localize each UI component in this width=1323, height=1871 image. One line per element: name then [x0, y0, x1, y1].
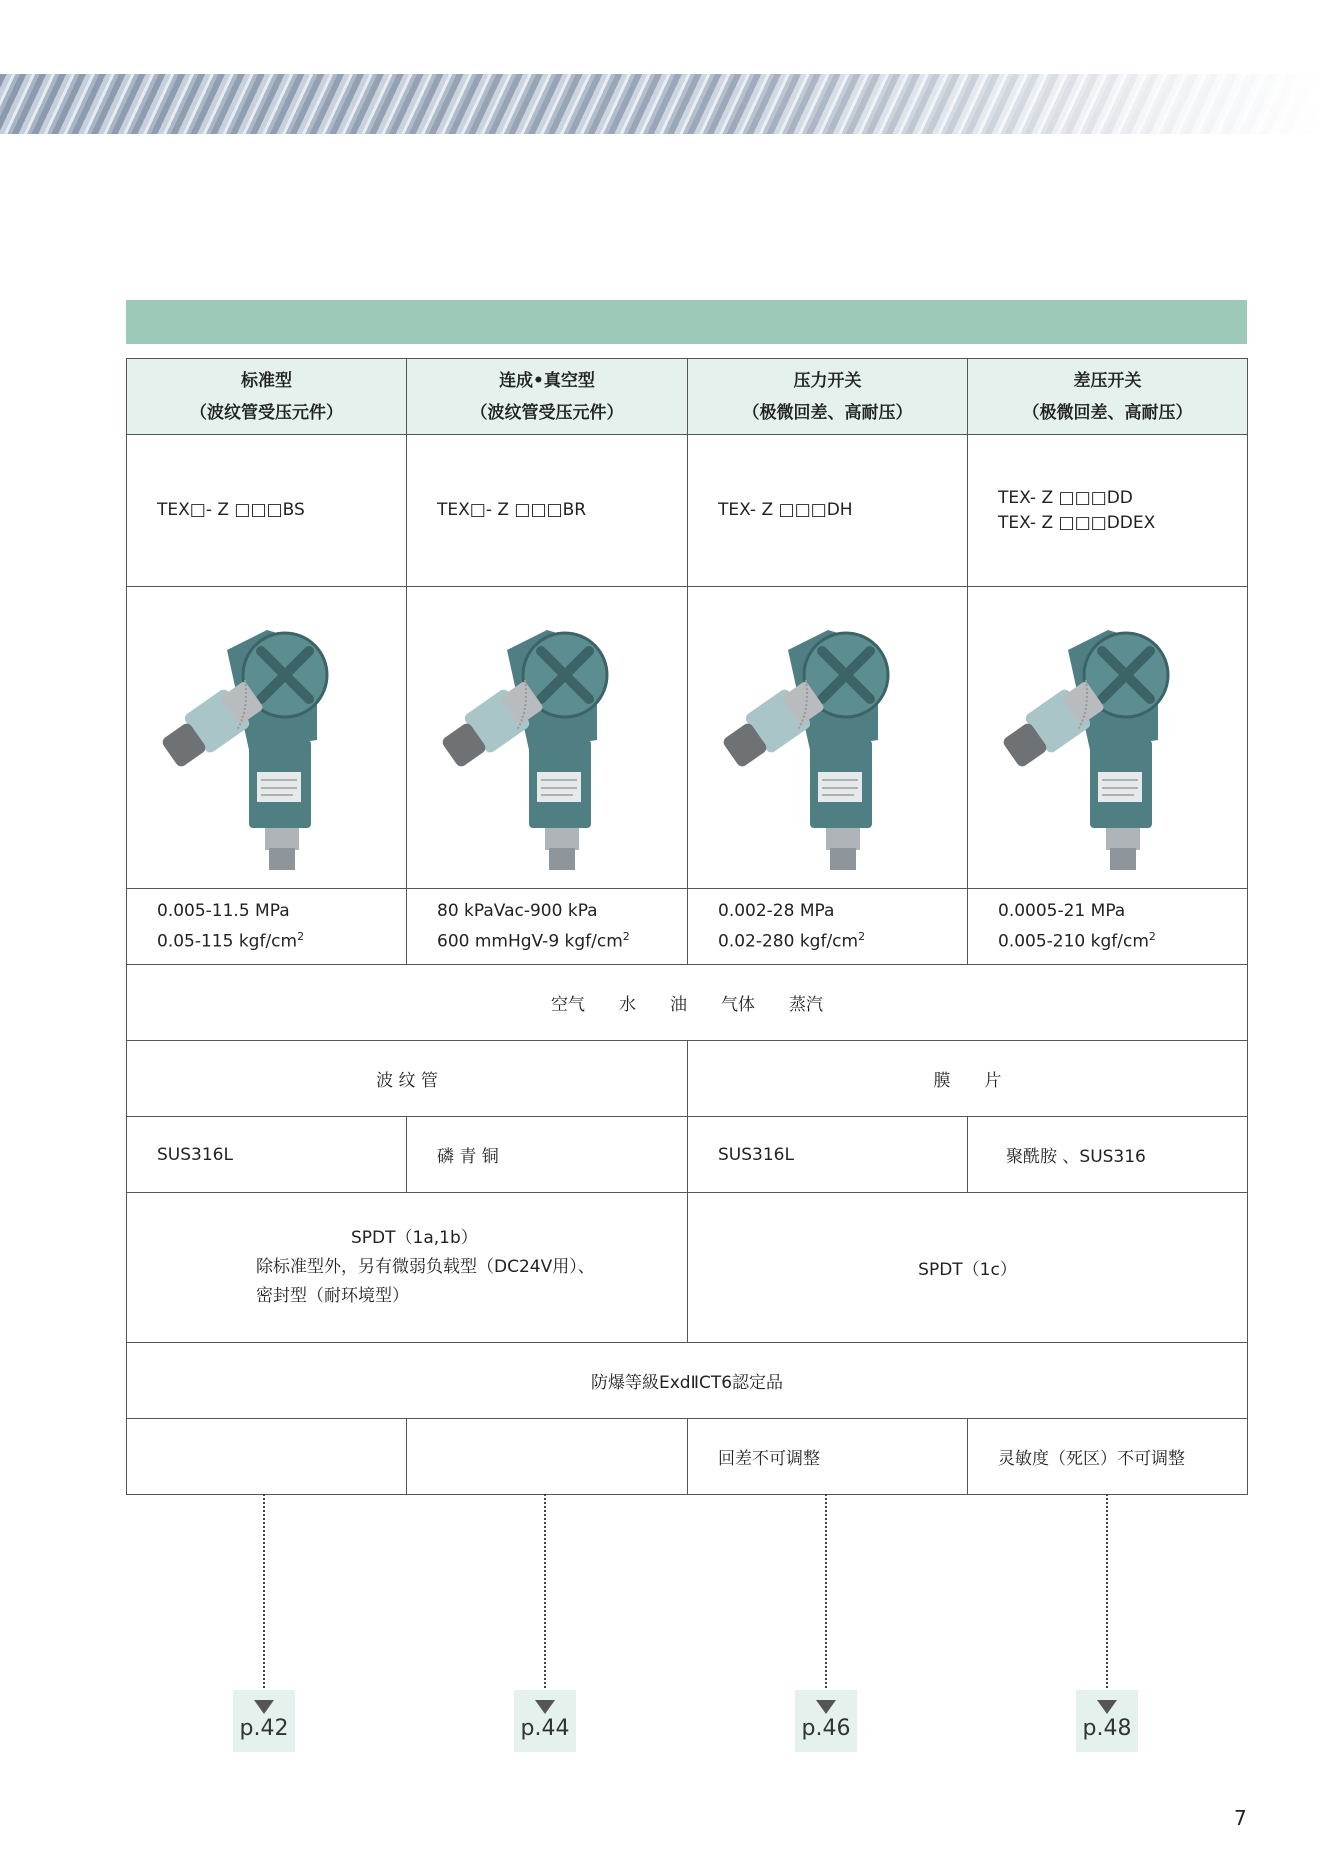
page-link-label: p.46 [801, 1716, 851, 1741]
material-cell: SUS316L [127, 1117, 407, 1193]
material-row [127, 1117, 1248, 1193]
switch-device-image [998, 590, 1218, 880]
header-standard-type [127, 359, 407, 435]
header-title: 压力开关 [793, 370, 862, 391]
header-subtitle: （极微回差、高耐压） [1022, 402, 1193, 423]
material-cell: 聚酰胺 、SUS316 [968, 1117, 1248, 1193]
range-line: 0.0005-21 MPa [998, 900, 1126, 921]
header-subtitle: （波纹管受压元件） [470, 402, 624, 423]
range-row [127, 889, 1248, 965]
contact-cell-right: SPDT（1c） [688, 1193, 1248, 1343]
model-cell: TEX□- Z □□□BR [407, 435, 688, 587]
header-subtitle: （极微回差、高耐压） [742, 402, 913, 423]
product-comparison-table [126, 358, 1248, 1495]
range-cell [968, 889, 1248, 965]
photo-row [127, 587, 1248, 889]
dotted-connector [263, 1494, 265, 1700]
dotted-connector [1106, 1494, 1108, 1700]
range-cell [688, 889, 968, 965]
material-cell: SUS316L [688, 1117, 968, 1193]
section-title-bar [126, 300, 1247, 344]
media-cell: 空气 水 油 气体 蒸汽 [127, 965, 1248, 1041]
arrow-down-icon [1097, 1700, 1117, 1714]
header-stripe-band [0, 74, 1323, 134]
model-cell: TEX- Z □□□DH [688, 435, 968, 587]
model-row [127, 435, 1248, 587]
range-line: 0.005-11.5 MPa [157, 900, 290, 921]
range-line [998, 924, 1247, 955]
range-text: 600 mmHgV-9 kgf/cm [437, 931, 623, 952]
product-photo-differential [968, 587, 1248, 889]
range-line [157, 924, 406, 955]
page-link-label: p.44 [520, 1716, 570, 1741]
header-pressure-switch [688, 359, 968, 435]
product-photo-pressure [688, 587, 968, 889]
header-differential-switch [968, 359, 1248, 435]
notes-cell: 灵敏度（死区）不可调整 [968, 1419, 1248, 1495]
contact-line: SPDT（1a,1b） [351, 1228, 478, 1248]
dotted-connector [825, 1494, 827, 1700]
range-cell [407, 889, 688, 965]
range-cell [127, 889, 407, 965]
switch-device-image [437, 590, 657, 880]
header-title: 差压开关 [1073, 370, 1142, 391]
header-subtitle: （波纹管受压元件） [190, 402, 343, 423]
range-text: 0.005-210 kgf/cm [998, 931, 1149, 952]
range-line [718, 924, 967, 955]
table-header-row [127, 359, 1248, 435]
header-compound-vacuum-type [407, 359, 688, 435]
arrow-down-icon [816, 1700, 836, 1714]
media-row [127, 965, 1248, 1041]
notes-cell: 回差不可调整 [688, 1419, 968, 1495]
dotted-connector [544, 1494, 546, 1700]
range-text: 0.05-115 kgf/cm [157, 931, 298, 952]
material-cell: 磷 青 铜 [407, 1117, 688, 1193]
header-title: 连成•真空型 [499, 370, 595, 391]
page-link-label: p.42 [239, 1716, 289, 1741]
notes-row [127, 1419, 1248, 1495]
notes-cell-empty [127, 1419, 407, 1495]
range-sup: 2 [858, 929, 866, 943]
range-sup: 2 [622, 929, 630, 943]
explosion-cell: 防爆等級ExdⅡCT6認定品 [127, 1343, 1248, 1419]
contact-cell-left [127, 1193, 688, 1343]
contact-line: 除标准型外，另有微弱负载型（DC24V用）、 [256, 1257, 595, 1277]
product-photo-standard [127, 587, 407, 889]
switch-device-image [718, 590, 938, 880]
range-line [437, 924, 687, 955]
page-link-label: p.48 [1082, 1716, 1132, 1741]
range-line: 80 kPaVac-900 kPa [437, 900, 598, 921]
model-line: TEX- Z □□□DDEX [998, 512, 1156, 533]
model-cell [968, 435, 1248, 587]
header-title: 标准型 [241, 370, 292, 391]
product-photo-vacuum [407, 587, 688, 889]
element-row [127, 1041, 1248, 1117]
contact-row [127, 1193, 1248, 1343]
range-text: 0.02-280 kgf/cm [718, 931, 859, 952]
explosion-row [127, 1343, 1248, 1419]
switch-device-image [157, 590, 377, 880]
notes-cell-empty [407, 1419, 688, 1495]
arrow-down-icon [254, 1700, 274, 1714]
range-sup: 2 [297, 929, 305, 943]
model-line: TEX- Z □□□DD [998, 487, 1133, 508]
range-sup: 2 [1148, 929, 1156, 943]
contact-line: 密封型（耐环境型） [256, 1286, 409, 1306]
page-number: 7 [1234, 1806, 1247, 1830]
model-cell: TEX□- Z □□□BS [127, 435, 407, 587]
arrow-down-icon [535, 1700, 555, 1714]
element-cell-diaphragm: 膜 片 [688, 1041, 1248, 1117]
element-cell-bellows: 波 纹 管 [127, 1041, 688, 1117]
range-line: 0.002-28 MPa [718, 900, 835, 921]
